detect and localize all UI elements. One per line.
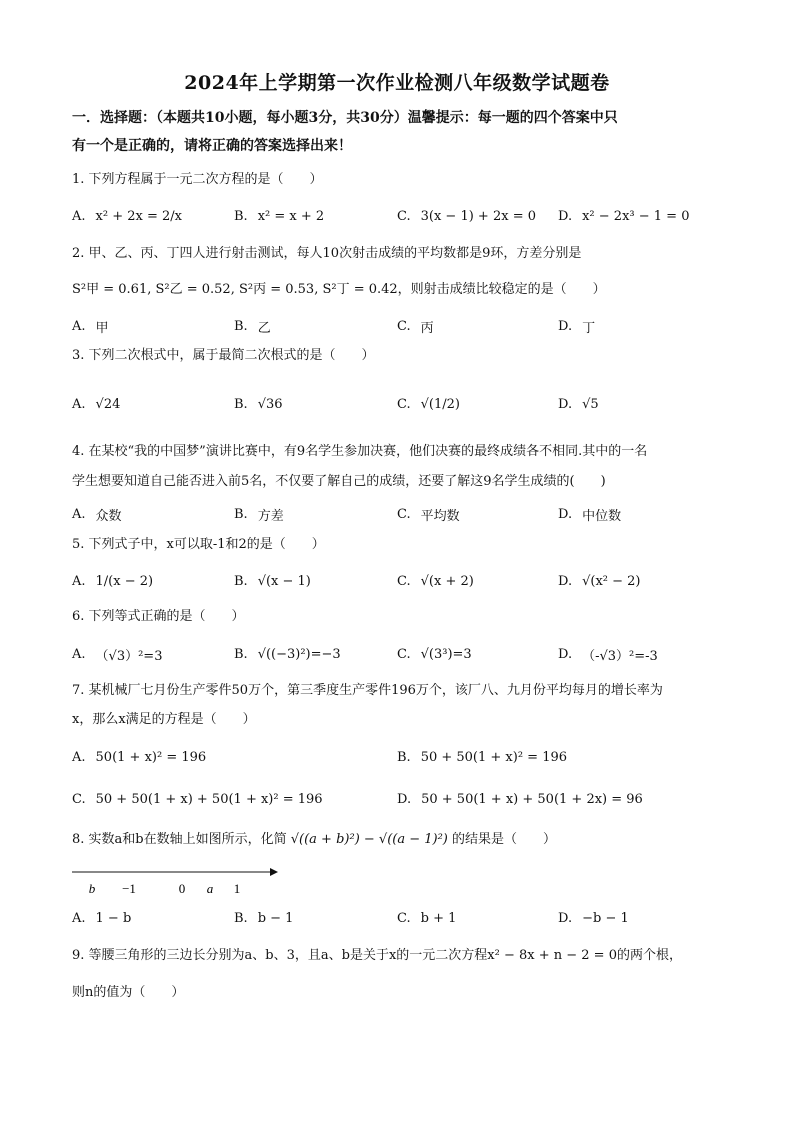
option-text: √(x² − 2) <box>582 573 641 589</box>
option-label: D. <box>558 208 573 224</box>
option-d[interactable] <box>558 308 595 344</box>
option-label: D. <box>558 506 573 522</box>
question-6-options <box>72 636 732 672</box>
number-line-arrow <box>270 868 278 876</box>
option-label: D. <box>558 396 573 412</box>
option-a[interactable] <box>72 636 162 672</box>
option-label: B. <box>397 749 411 765</box>
option-text: 1 − b <box>95 910 132 926</box>
option-text: x² + 2x = 2/x <box>95 208 182 224</box>
option-c[interactable] <box>397 636 472 672</box>
option-text: 3(x − 1) + 2x = 0 <box>420 208 536 224</box>
question-2-options <box>72 308 732 344</box>
option-label: D. <box>397 791 412 807</box>
option-text: √(1/2) <box>420 396 460 412</box>
option-text: √(x − 1) <box>257 573 311 589</box>
option-b[interactable] <box>234 900 293 936</box>
option-label: A. <box>72 396 86 412</box>
option-text: 50 + 50(1 + x) + 50(1 + 2x) = 96 <box>421 791 643 807</box>
option-b[interactable] <box>234 636 341 672</box>
option-text: 甲 <box>95 320 109 336</box>
option-text: 50 + 50(1 + x)² = 196 <box>420 749 568 765</box>
question-8-options <box>72 900 732 936</box>
option-c[interactable] <box>397 386 460 422</box>
option-b[interactable] <box>234 308 271 344</box>
option-label: A. <box>72 646 86 662</box>
option-b[interactable] <box>234 386 283 422</box>
option-text: −b − 1 <box>582 910 629 926</box>
option-label: B. <box>234 910 248 926</box>
option-d[interactable] <box>558 636 658 672</box>
option-c[interactable] <box>72 781 323 817</box>
option-b[interactable] <box>234 198 324 234</box>
question-2-stem: 2. 甲、乙、丙、丁四人进行射击测试，每人10次射击成绩的平均数都是9环，方差分别是 <box>72 246 582 261</box>
number-line-label-a: a <box>206 881 214 896</box>
option-label: C. <box>397 318 411 334</box>
option-label: C. <box>397 910 411 926</box>
question-3-stem: 3. 下列二次根式中，属于最简二次根式的是（ ） <box>72 348 375 363</box>
question-8-stem <box>72 830 732 850</box>
section-instructions <box>72 104 732 160</box>
question-9-stem: 9. 等腰三角形的三边长分别为a、b、3，且a、b是关于x的一元二次方程x² − 8x + n − 2 = 0的两个根， <box>72 948 682 963</box>
option-label: C. <box>397 396 411 412</box>
question-5-stem: 5. 下列式子中，x可以取-1和2的是（ ） <box>72 537 325 552</box>
option-text: √5 <box>582 396 599 412</box>
option-a[interactable] <box>72 900 131 936</box>
question-7-options-row-1 <box>72 739 732 775</box>
option-label: B. <box>234 506 248 522</box>
option-text: 方差 <box>257 508 284 524</box>
question-8-stem-b: 的结果是（ ） <box>452 832 557 847</box>
option-label: D. <box>558 910 573 926</box>
question-4-stem: 4. 在某校“我的中国梦”演讲比赛中，有9名学生参加决赛，他们决赛的最终成绩各不相同.其中的一名 <box>72 444 648 459</box>
option-label: A. <box>72 749 86 765</box>
option-text: 乙 <box>257 320 271 336</box>
question-5-options <box>72 563 732 599</box>
option-text: b − 1 <box>257 910 294 926</box>
question-8-stem-a: 8. 实数a和b在数轴上如图所示，化简 <box>72 832 287 847</box>
option-text: √(x + 2) <box>420 573 474 589</box>
option-d[interactable] <box>558 900 629 936</box>
number-line <box>72 860 292 900</box>
option-label: D. <box>558 646 573 662</box>
question-4-options <box>72 496 732 532</box>
option-b[interactable] <box>234 496 284 532</box>
section-line-2: 有一个是正确的，请将正确的答案选择出来！ <box>72 138 352 154</box>
question-2-stem-2: S²甲 = 0.61, S²乙 = 0.52, S²丙 = 0.53, S²丁 = 0.42，则射击成绩比较稳定的是（ ） <box>72 282 606 297</box>
option-text: 中位数 <box>582 508 622 524</box>
option-label: B. <box>234 646 248 662</box>
option-b[interactable] <box>234 563 311 599</box>
option-text: 丁 <box>582 320 596 336</box>
option-label: D. <box>558 573 573 589</box>
option-a[interactable] <box>72 386 120 422</box>
number-line-label-neg1: −1 <box>122 881 136 896</box>
option-text: 丙 <box>420 320 434 336</box>
option-d[interactable] <box>558 198 689 234</box>
option-d[interactable] <box>397 781 643 817</box>
option-a[interactable] <box>72 563 153 599</box>
option-label: C. <box>397 506 411 522</box>
option-text: （√3）²=3 <box>95 648 163 664</box>
option-label: C. <box>397 208 411 224</box>
option-label: A. <box>72 318 86 334</box>
question-6-stem: 6. 下列等式正确的是（ ） <box>72 609 245 624</box>
option-label: C. <box>397 573 411 589</box>
option-label: B. <box>234 318 248 334</box>
option-text: x² − 2x³ − 1 = 0 <box>582 208 690 224</box>
option-label: A. <box>72 910 86 926</box>
question-4-stem-2: 学生想要知道自己能否进入前5名，不仅要了解自己的成绩，还要了解这9名学生成绩的( ) <box>72 474 606 489</box>
option-d[interactable] <box>558 563 641 599</box>
section-line-1: 一．选择题：（本题共10小题，每小题3分，共30分）温馨提示：每一题的四个答案中只 <box>72 110 618 126</box>
option-text: x² = x + 2 <box>257 208 325 224</box>
option-text: 50(1 + x)² = 196 <box>95 749 207 765</box>
option-a[interactable] <box>72 739 206 775</box>
question-7-stem: 7. 某机械厂七月份生产零件50万个，第三季度生产零件196万个，该厂八、九月份平均每月的增长率为 <box>72 683 663 698</box>
option-label: B. <box>234 396 248 412</box>
option-text: √36 <box>257 396 283 412</box>
option-c[interactable] <box>397 900 456 936</box>
option-text: 平均数 <box>420 508 460 524</box>
option-c[interactable] <box>397 198 536 234</box>
option-label: A. <box>72 573 86 589</box>
number-line-label-b: b <box>88 881 96 896</box>
question-8-expression: √((a + b)²) − √((a − 1)²) <box>290 832 448 847</box>
option-label: D. <box>558 318 573 334</box>
page-title: 2024年上学期第一次作业检测八年级数学试题卷 <box>184 72 610 94</box>
option-d[interactable] <box>558 386 599 422</box>
option-text: （-√3）²=-3 <box>582 648 658 664</box>
option-text: b + 1 <box>420 910 457 926</box>
option-text: 1/(x − 2) <box>95 573 154 589</box>
option-label: C. <box>72 791 86 807</box>
option-c[interactable] <box>397 563 474 599</box>
option-text: 众数 <box>95 508 122 524</box>
number-line-label-0: 0 <box>178 881 186 896</box>
option-b[interactable] <box>397 739 567 775</box>
option-a[interactable] <box>72 496 122 532</box>
option-label: B. <box>234 573 248 589</box>
question-7-options-row-2 <box>72 781 732 817</box>
option-label: A. <box>72 506 86 522</box>
question-9-stem-2: 则n的值为（ ） <box>72 985 185 1000</box>
question-3-options <box>72 386 732 422</box>
number-line-label-1: 1 <box>233 881 241 896</box>
option-text: 50 + 50(1 + x) + 50(1 + x)² = 196 <box>95 791 323 807</box>
option-label: B. <box>234 208 248 224</box>
option-a[interactable] <box>72 198 182 234</box>
option-text: √(3³)=3 <box>420 646 472 662</box>
option-text: √24 <box>95 396 121 412</box>
question-7-stem-2: x，那么x满足的方程是（ ） <box>72 712 256 727</box>
question-1-options <box>72 198 732 234</box>
option-c[interactable] <box>397 308 434 344</box>
option-label: C. <box>397 646 411 662</box>
option-c[interactable] <box>397 496 460 532</box>
option-text: √((−3)²)=−3 <box>257 646 341 662</box>
option-d[interactable] <box>558 496 621 532</box>
option-a[interactable] <box>72 308 109 344</box>
option-label: A. <box>72 208 86 224</box>
question-1-stem: 1. 下列方程属于一元二次方程的是（ ） <box>72 172 323 187</box>
